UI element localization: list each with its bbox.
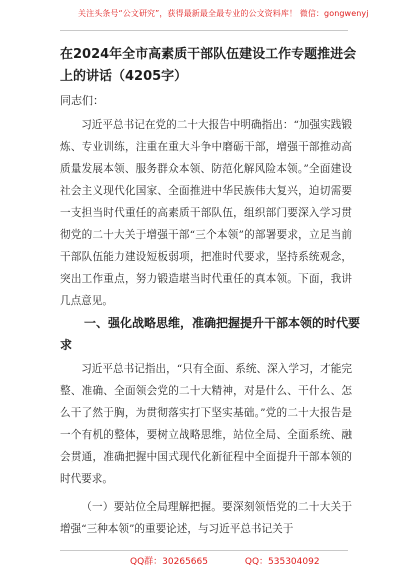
header-banner <box>0 4 408 32</box>
header-divider <box>60 30 348 31</box>
footer-qq: QQ：535304092 <box>244 557 320 567</box>
footer-divider <box>60 550 348 551</box>
section-heading-1: 一、强化战略思维，准确把握提升干部本领的时代要求 <box>60 316 361 352</box>
paragraph-intro: 习近平总书记在党的二十大报告中明确指出：“加强实践锻炼、专业训练，注重在重大斗争中磨砺干部，增强干部推动高质量发展本领、服务群众本领、防范化解风险本领。”全面建设社会主义现代化国家、全面推进中华民族伟大复兴，迫切需要一支担当时代重任的高素质干部队伍，组织部门要深入学习贯彻党的二十大关于增强干部“三个本领”的部署要求，立足当前干部队伍能力建设短板弱项，把准时代要求，坚持系统观念，突出工作重点，努力锻造堪当时代重任的真本领。下面，我讲几点意见。 <box>60 119 352 307</box>
paragraph-section-1: 习近平总书记指出，“只有全面、系统、深入学习，才能完整、准确、全面领会党的二十大精神，对是什么、干什么、怎么干了然于胸，为贯彻落实打下坚实基础。”党的二十大报告是一个有机的整体，要树立战略思维，站位全局、全面系统、融会贯通，准确把握中国式现代化新征程中全面提升干部本领的时代要求。 <box>60 363 352 485</box>
salutation: 同志们： <box>60 94 104 107</box>
document-title: 在2024年全市高素质干部队伍建设工作专题推进会上的讲话（4205字） <box>60 47 357 84</box>
header-promo-text: 关注头条号“公文研究”，获得最新最全最专业的公文资料库！ 微信：gongwenyj <box>78 9 369 18</box>
footer-qq-group: QQ群：30265665 <box>130 557 208 567</box>
footer-contact <box>130 554 320 567</box>
paragraph-subsection-1: （一）要站位全局理解把握。要深刻领悟党的二十大关于增强“三种本领”的重要论述，与习近平总书记关于 <box>60 501 352 535</box>
